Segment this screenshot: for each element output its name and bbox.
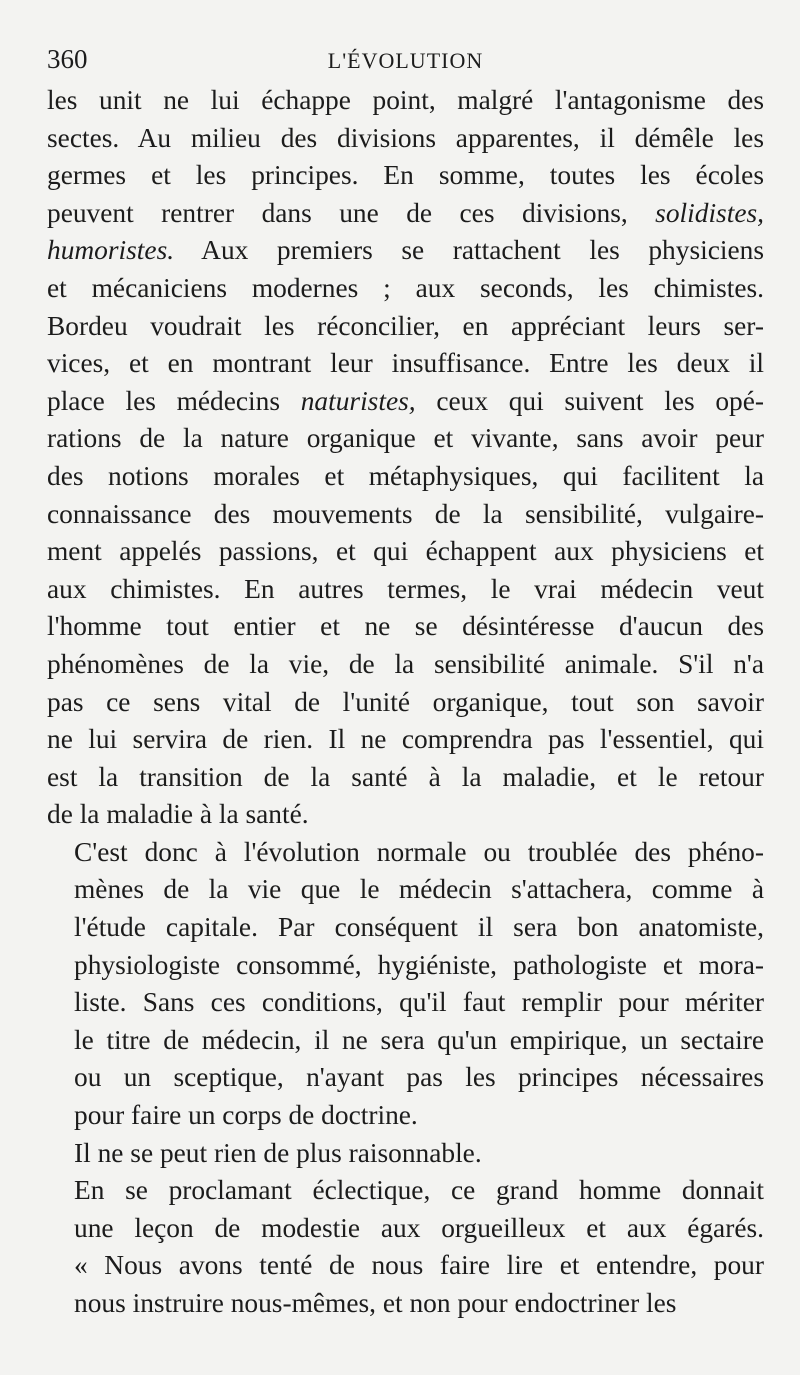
text-run: et mécaniciens modernes ; aux seconds, les chimistes. (47, 272, 764, 303)
page-header (47, 44, 764, 78)
text-line (47, 157, 764, 195)
text-run: physiologiste consommé, hygiéniste, pathologiste et mora- (74, 949, 764, 980)
text-line (47, 947, 764, 985)
text-run: rations de la nature organique et vivante, sans avoir peur (47, 423, 764, 454)
text-run: des notions morales et métaphysiques, qui facilitent la (47, 460, 764, 491)
text-line (47, 721, 764, 759)
text-line (47, 871, 764, 909)
text-line (47, 1022, 764, 1060)
text-line (47, 759, 764, 797)
text-line (47, 82, 764, 120)
text-run: ment appelés passions, et qui échappent aux physiciens et (47, 536, 764, 567)
text-line (47, 120, 764, 158)
text-run: une leçon de modestie aux orgueilleux et aux égarés. (74, 1212, 764, 1243)
text-run: place les médecins (47, 385, 301, 416)
text-line (47, 646, 764, 684)
italic-term: humoristes. (47, 235, 175, 266)
text-line (47, 1247, 764, 1285)
text-run: phénomènes de la vie, de la sensibilité animale. S'il n'a (47, 648, 764, 679)
text-run: vices, et en montrant leur insuffisance. Entre les deux il (47, 348, 764, 379)
text-run: ou un sceptique, n'ayant pas les principes nécessaires (74, 1062, 764, 1093)
text-run: « Nous avons tenté de nous faire lire et entendre, pour (74, 1250, 764, 1281)
text-line (47, 608, 764, 646)
text-line (47, 496, 764, 534)
text-run: nous instruire nous-mêmes, et non pour endoctriner les (74, 1288, 677, 1318)
text-run: le titre de médecin, il ne sera qu'un empirique, un sectaire (74, 1024, 764, 1055)
text-run: ne lui servira de rien. Il ne comprendra pas l'essentiel, qui (47, 724, 764, 755)
text-line (47, 1059, 764, 1097)
text-run: pas ce sens vital de l'unité organique, tout son savoir (47, 686, 764, 717)
text-run: aux chimistes. En autres termes, le vrai médecin veut (47, 573, 764, 604)
text-run: germes et les principes. En somme, toutes les écoles (47, 160, 764, 191)
text-line (47, 195, 764, 233)
text-run: mènes de la vie que le médecin s'attachera, comme à (74, 874, 764, 905)
text-line (47, 308, 764, 346)
text-run: C'est donc à l'évolution normale ou troublée des phéno- (74, 836, 764, 867)
text-line (47, 458, 764, 496)
text-line (47, 1135, 764, 1173)
text-line (47, 383, 764, 421)
text-line (47, 1210, 764, 1248)
page-number: 360 (47, 44, 88, 74)
text-run: les unit ne lui échappe point, malgré l'antagonisme des (47, 85, 764, 115)
text-run: l'étude capitale. Par conséquent il sera bon anatomiste, (74, 912, 764, 943)
italic-term: naturistes, (300, 385, 416, 416)
text-run: est la transition de la santé à la maladie, et le retour (47, 761, 764, 792)
text-line (47, 270, 764, 308)
text-line (47, 834, 764, 872)
text-line (47, 1172, 764, 1210)
text-run: l'homme tout entier et ne se désintéresse d'aucun des (47, 611, 764, 642)
text-run: liste. Sans ces conditions, qu'il faut remplir pour mériter (74, 987, 764, 1018)
body-text (47, 82, 764, 1323)
paragraph (47, 834, 764, 1135)
text-run: de la maladie à la santé. (47, 799, 309, 830)
text-run: Aux premiers se rattachent les physiciens (174, 235, 764, 266)
text-run: Il ne se peut rien de plus raisonnable. (74, 1137, 482, 1168)
text-run: peuvent rentrer dans une de ces divisions, (47, 197, 656, 228)
text-run: En se proclamant éclectique, ce grand homme donnait (74, 1175, 764, 1206)
text-line (47, 420, 764, 458)
italic-term: solidistes, (655, 197, 764, 228)
running-head: L'ÉVOLUTION (327, 48, 484, 73)
text-line (47, 533, 764, 571)
text-run: Bordeu voudrait les réconcilier, en appréciant leurs ser- (47, 310, 764, 341)
text-run: pour faire un corps de doctrine. (74, 1100, 418, 1131)
text-line (47, 1285, 764, 1323)
text-run: sectes. Au milieu des divisions apparentes, il démêle les (47, 122, 764, 153)
paragraph (47, 1172, 764, 1322)
text-line (47, 909, 764, 947)
text-line (47, 1097, 764, 1135)
text-line (47, 345, 764, 383)
text-run: connaissance des mouvements de la sensibilité, vulgaire- (47, 498, 764, 529)
text-line (47, 984, 764, 1022)
text-line (47, 684, 764, 722)
text-line (47, 571, 764, 609)
paragraph (47, 82, 764, 834)
text-run: ceux qui suivent les opé- (415, 385, 764, 416)
text-line (47, 232, 764, 270)
text-line (47, 796, 764, 834)
paragraph (47, 1135, 764, 1173)
